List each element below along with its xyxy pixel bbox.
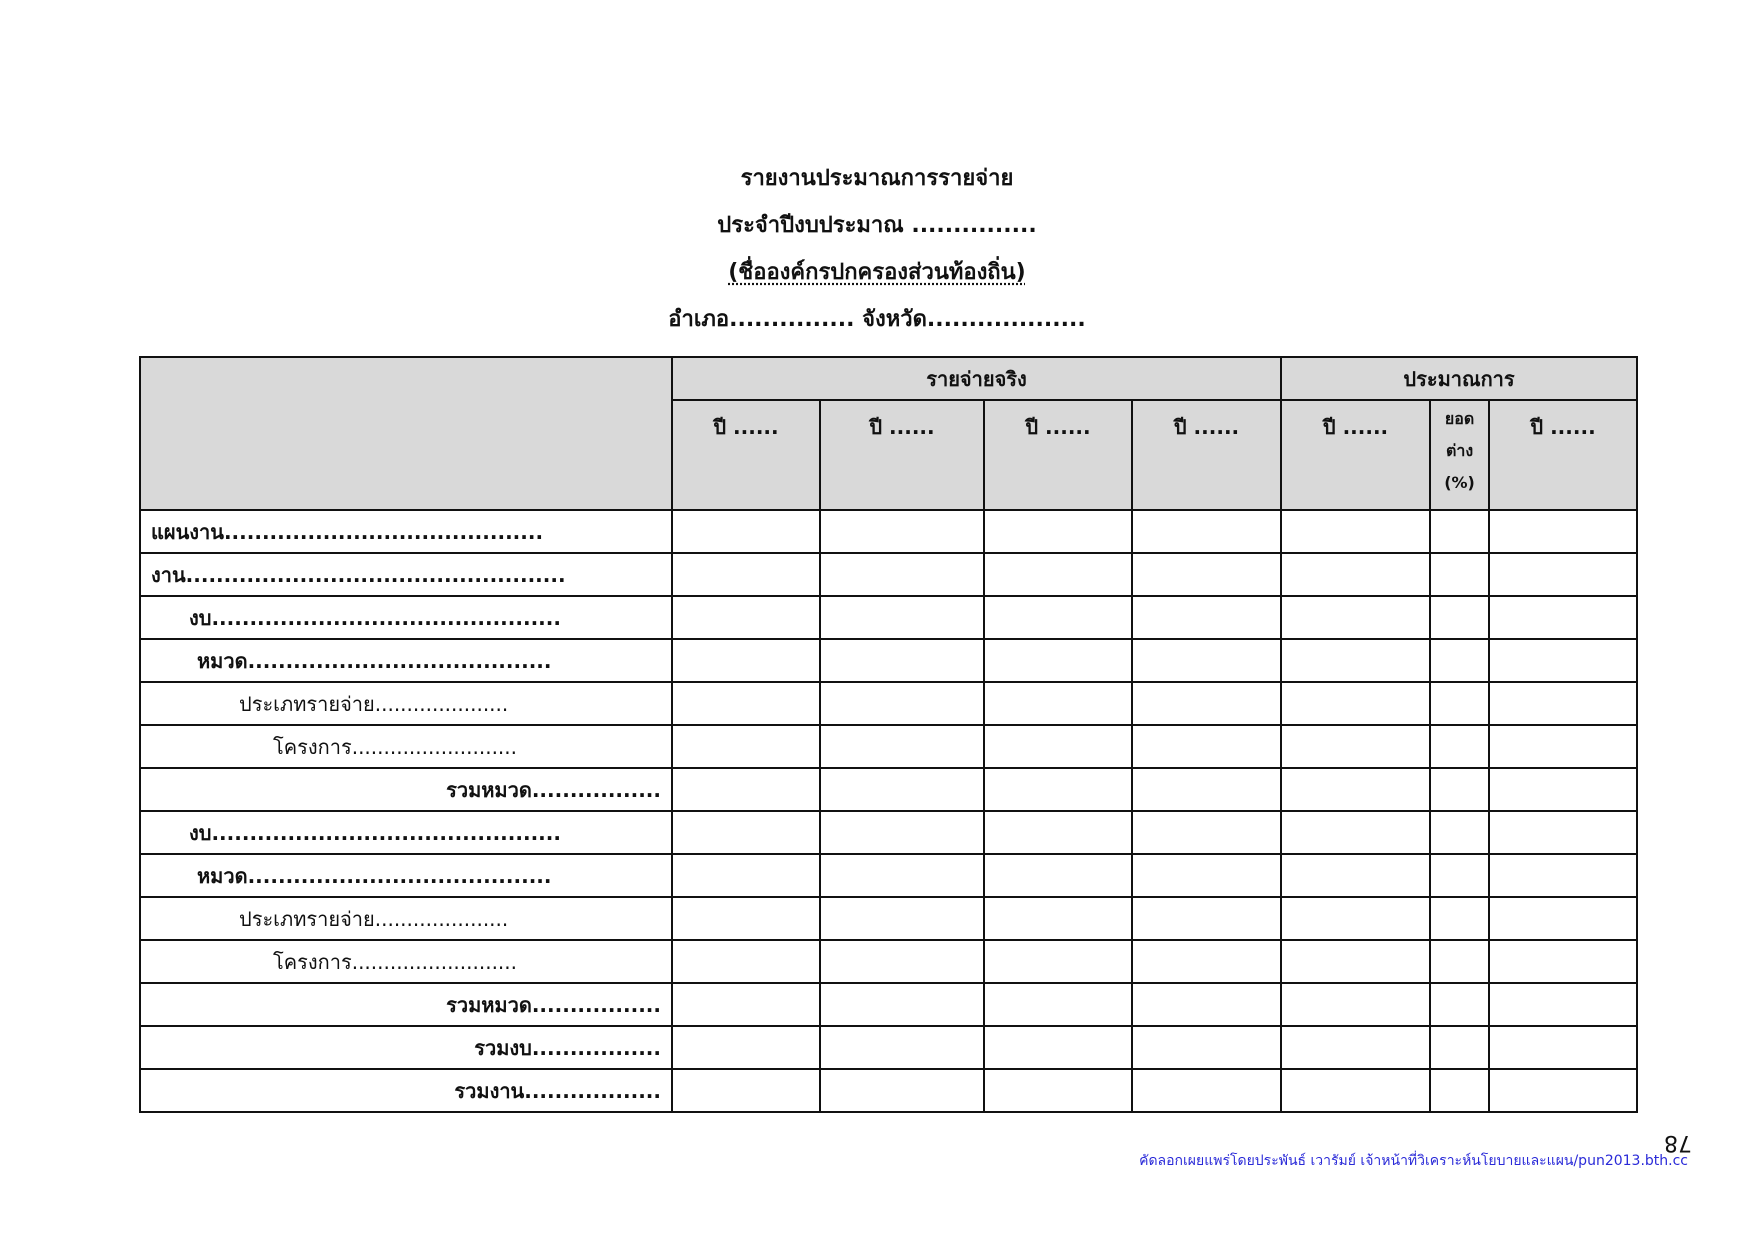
- cell: [672, 940, 820, 983]
- cell: [1430, 682, 1489, 725]
- cell: [820, 639, 984, 682]
- cell: [984, 768, 1132, 811]
- row-label-category: หมวด........................................: [140, 854, 672, 897]
- cell: [984, 811, 1132, 854]
- row-label-category-total: รวมหมวด.................: [140, 983, 672, 1026]
- cell: [1430, 639, 1489, 682]
- cell: [1281, 1069, 1430, 1112]
- cell: [1281, 596, 1430, 639]
- table-row: [140, 553, 1637, 596]
- row-label-budget: งบ..............................................: [140, 596, 672, 639]
- cell: [820, 510, 984, 553]
- table-row: [140, 1069, 1637, 1112]
- cell: [1489, 768, 1637, 811]
- cell: [1489, 639, 1637, 682]
- cell: [820, 553, 984, 596]
- row-label-category: หมวด........................................: [140, 639, 672, 682]
- org-name: (ชื่อองค์กรปกครองส่วนท้องถิ่น): [728, 260, 1026, 285]
- cell: [1430, 553, 1489, 596]
- header-year-5: ปี ......: [1281, 400, 1430, 510]
- row-label-project: โครงการ..........................: [140, 725, 672, 768]
- table-row: [140, 639, 1637, 682]
- header-difference-percent: [1430, 400, 1489, 510]
- cell: [1132, 983, 1281, 1026]
- cell: [1489, 1026, 1637, 1069]
- cell: [820, 682, 984, 725]
- cell: [1281, 510, 1430, 553]
- cell: [820, 725, 984, 768]
- org-name-line: [0, 254, 1754, 289]
- cell: [984, 725, 1132, 768]
- cell: [984, 854, 1132, 897]
- table-row: [140, 811, 1637, 854]
- cell: [1489, 983, 1637, 1026]
- cell: [1281, 725, 1430, 768]
- row-label-project: โครงการ..........................: [140, 940, 672, 983]
- cell: [1281, 1026, 1430, 1069]
- cell: [672, 639, 820, 682]
- cell: [1132, 553, 1281, 596]
- header-year-1: ปี ......: [672, 400, 820, 510]
- cell: [672, 983, 820, 1026]
- table-row: [140, 768, 1637, 811]
- cell: [820, 940, 984, 983]
- cell: [1430, 854, 1489, 897]
- cell: [672, 1069, 820, 1112]
- table-row: [140, 682, 1637, 725]
- cell: [1132, 596, 1281, 639]
- cell: [1281, 983, 1430, 1026]
- cell: [1430, 510, 1489, 553]
- cell: [1489, 510, 1637, 553]
- table-row: [140, 510, 1637, 553]
- cell: [1489, 725, 1637, 768]
- cell: [984, 639, 1132, 682]
- cell: [984, 983, 1132, 1026]
- row-label-work-total: รวมงาน..................: [140, 1069, 672, 1112]
- cell: [820, 768, 984, 811]
- cell: [672, 553, 820, 596]
- table-row: [140, 983, 1637, 1026]
- cell: [1132, 1026, 1281, 1069]
- cell: [1430, 596, 1489, 639]
- row-label-budget: งบ..............................................: [140, 811, 672, 854]
- table-row: [140, 725, 1637, 768]
- cell: [1281, 811, 1430, 854]
- header-estimate: ประมาณการ: [1281, 357, 1637, 400]
- cell: [820, 897, 984, 940]
- cell: [984, 510, 1132, 553]
- cell: [672, 725, 820, 768]
- cell: [672, 897, 820, 940]
- cell: [1430, 811, 1489, 854]
- table-row: [140, 940, 1637, 983]
- diff-line-3: (%): [1444, 473, 1475, 492]
- row-label-budget-total: รวมงบ.................: [140, 1026, 672, 1069]
- cell: [1281, 639, 1430, 682]
- header-item-col: [140, 357, 672, 510]
- header-year-3: ปี ......: [984, 400, 1132, 510]
- cell: [984, 1069, 1132, 1112]
- diff-line-2: ต่าง: [1445, 441, 1474, 460]
- cell: [1430, 940, 1489, 983]
- cell: [1430, 1069, 1489, 1112]
- cell: [820, 596, 984, 639]
- cell: [1430, 897, 1489, 940]
- cell: [984, 1026, 1132, 1069]
- cell: [1489, 553, 1637, 596]
- cell: [672, 854, 820, 897]
- cell: [984, 596, 1132, 639]
- header-year-4: ปี ......: [1132, 400, 1281, 510]
- cell: [1132, 1069, 1281, 1112]
- cell: [984, 553, 1132, 596]
- header-actual-expense: รายจ่ายจริง: [672, 357, 1281, 400]
- cell: [1132, 768, 1281, 811]
- cell: [984, 682, 1132, 725]
- header-year-2: ปี ......: [820, 400, 984, 510]
- cell: [672, 1026, 820, 1069]
- diff-line-1: ยอด: [1444, 409, 1475, 428]
- row-label-category-total: รวมหมวด.................: [140, 768, 672, 811]
- header-row-groups: [140, 357, 1637, 400]
- row-label-expense-type: ประเภทรายจ่าย.....................: [140, 682, 672, 725]
- budget-table: [139, 356, 1638, 1113]
- cell: [672, 682, 820, 725]
- cell: [1281, 682, 1430, 725]
- cell: [1281, 940, 1430, 983]
- fiscal-year-line: ประจำปีงบประมาณ ...............: [717, 213, 1037, 238]
- cell: [820, 854, 984, 897]
- cell: [1281, 768, 1430, 811]
- cell: [1489, 811, 1637, 854]
- cell: [672, 596, 820, 639]
- table-row: [140, 1026, 1637, 1069]
- cell: [1430, 725, 1489, 768]
- cell: [1132, 811, 1281, 854]
- table-row: [140, 897, 1637, 940]
- cell: [820, 983, 984, 1026]
- cell: [984, 940, 1132, 983]
- cell: [1132, 854, 1281, 897]
- row-label-work: งาน..................................................: [140, 553, 672, 596]
- cell: [1489, 854, 1637, 897]
- cell: [1489, 897, 1637, 940]
- cell: [672, 811, 820, 854]
- cell: [1132, 725, 1281, 768]
- report-title: รายงานประมาณการรายจ่าย: [740, 166, 1014, 191]
- cell: [820, 1069, 984, 1112]
- cell: [1430, 1026, 1489, 1069]
- cell: [1132, 639, 1281, 682]
- cell: [672, 510, 820, 553]
- cell: [672, 768, 820, 811]
- cell: [1281, 897, 1430, 940]
- row-label-expense-type: ประเภทรายจ่าย.....................: [140, 897, 672, 940]
- cell: [984, 897, 1132, 940]
- cell: [1489, 682, 1637, 725]
- cell: [1281, 553, 1430, 596]
- header-year-estimate: ปี ......: [1489, 400, 1637, 510]
- cell: [820, 811, 984, 854]
- cell: [1489, 940, 1637, 983]
- cell: [1430, 983, 1489, 1026]
- cell: [1489, 596, 1637, 639]
- cell: [1489, 1069, 1637, 1112]
- table-row: [140, 854, 1637, 897]
- row-label-plan: แผนงาน..........................................: [140, 510, 672, 553]
- footer-credit: คัดลอกเผยแพร่โดยประพันธ์ เวารัมย์ เจ้าหน้าที่วิเคราะห์นโยบายและแผน/pun2013.bth.cc: [1139, 1153, 1688, 1169]
- cell: [1132, 940, 1281, 983]
- location-line: อำเภอ............... จังหวัด...................: [668, 307, 1086, 332]
- cell: [1281, 854, 1430, 897]
- cell: [1132, 682, 1281, 725]
- cell: [820, 1026, 984, 1069]
- page-number: 78: [1664, 1130, 1692, 1155]
- cell: [1132, 510, 1281, 553]
- cell: [1430, 768, 1489, 811]
- table-row: [140, 596, 1637, 639]
- cell: [1132, 897, 1281, 940]
